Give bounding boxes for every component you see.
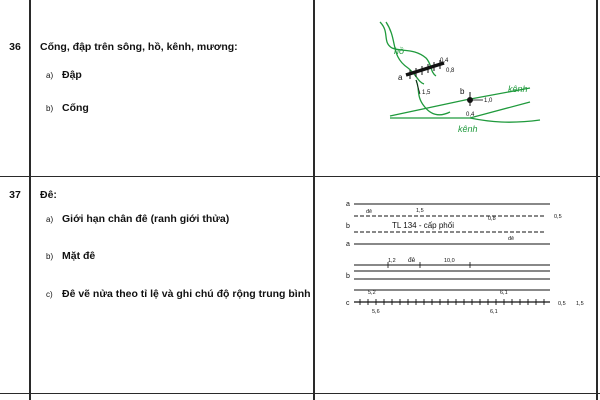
label-de3: đê: [408, 257, 416, 264]
dim-56: 5,6: [372, 309, 380, 315]
item-text: Đập: [62, 69, 82, 81]
dim-08: 0,8: [488, 216, 496, 222]
right-border: [596, 0, 598, 400]
canal-label-top: kênh: [508, 84, 528, 94]
row-title-37: Đê:: [40, 189, 57, 201]
item-text: Cống: [62, 102, 89, 114]
item-37c: [46, 287, 312, 302]
label-de1: đê: [366, 209, 373, 215]
canal-label-bottom: kênh: [458, 124, 478, 134]
item-text: Giới hạn chân đê (ranh giới thửa): [62, 213, 230, 225]
dim-15: 1,5: [416, 208, 424, 214]
marker-b2: b: [346, 273, 350, 280]
item-36a: [46, 68, 82, 83]
lake-label: hồ: [394, 46, 405, 56]
row-number-36: 36: [9, 41, 21, 53]
dim-52: 5,2: [368, 290, 376, 296]
dim-61a: 6,1: [500, 290, 508, 296]
canal-bottom: [470, 118, 540, 122]
dim-dam-right: 0,8: [446, 68, 455, 74]
item-letter: a): [46, 71, 54, 80]
item-letter: c): [46, 290, 53, 299]
dim-dam-side: 1,5: [422, 90, 431, 96]
dam-symbol: [406, 60, 444, 94]
dim-dam-top: 0,4: [440, 58, 449, 64]
dyke-figure: [354, 204, 550, 302]
item-37b: [46, 249, 95, 264]
item-letter: b): [46, 252, 54, 261]
canal-top: [390, 102, 530, 118]
item-37a: [46, 212, 229, 227]
middle-border: [313, 0, 315, 400]
dam-culvert-figure: [380, 22, 540, 122]
marker-a: a: [398, 73, 403, 82]
item-text: Mặt đê: [62, 250, 96, 262]
dim-15b: 1,5: [576, 301, 584, 307]
row-title-36: Cống, đập trên sông, hồ, kênh, mương:: [40, 41, 238, 53]
row-number-37: 37: [9, 189, 21, 201]
left-border: [29, 0, 31, 400]
dim-61b: 6,1: [490, 309, 498, 315]
dim-culvert-right: 1,0: [484, 98, 493, 104]
dim-12: 1,2: [388, 258, 396, 264]
dim-culvert-bottom: 0,4: [466, 112, 475, 118]
item-36b: [46, 101, 89, 116]
marker-c: c: [346, 300, 350, 307]
symbol-figures: [320, 0, 596, 395]
dim-100: 10,0: [444, 258, 455, 264]
marker-b1: b: [346, 223, 350, 230]
marker-b: b: [460, 87, 465, 96]
item-letter: b): [46, 104, 54, 113]
culvert-symbol: [467, 92, 483, 106]
road-label: TL 134 - cấp phối: [392, 221, 454, 230]
label-de2: đê: [508, 236, 515, 242]
dim-05: 0,5: [554, 214, 562, 220]
item-letter: a): [46, 215, 54, 224]
dim-05b: 0,5: [558, 301, 566, 307]
item-text: Đê vẽ nửa theo tỉ lệ và ghi chú độ rộng trung bình: [62, 288, 311, 300]
marker-a2: a: [346, 241, 350, 248]
marker-a1: a: [346, 201, 350, 208]
